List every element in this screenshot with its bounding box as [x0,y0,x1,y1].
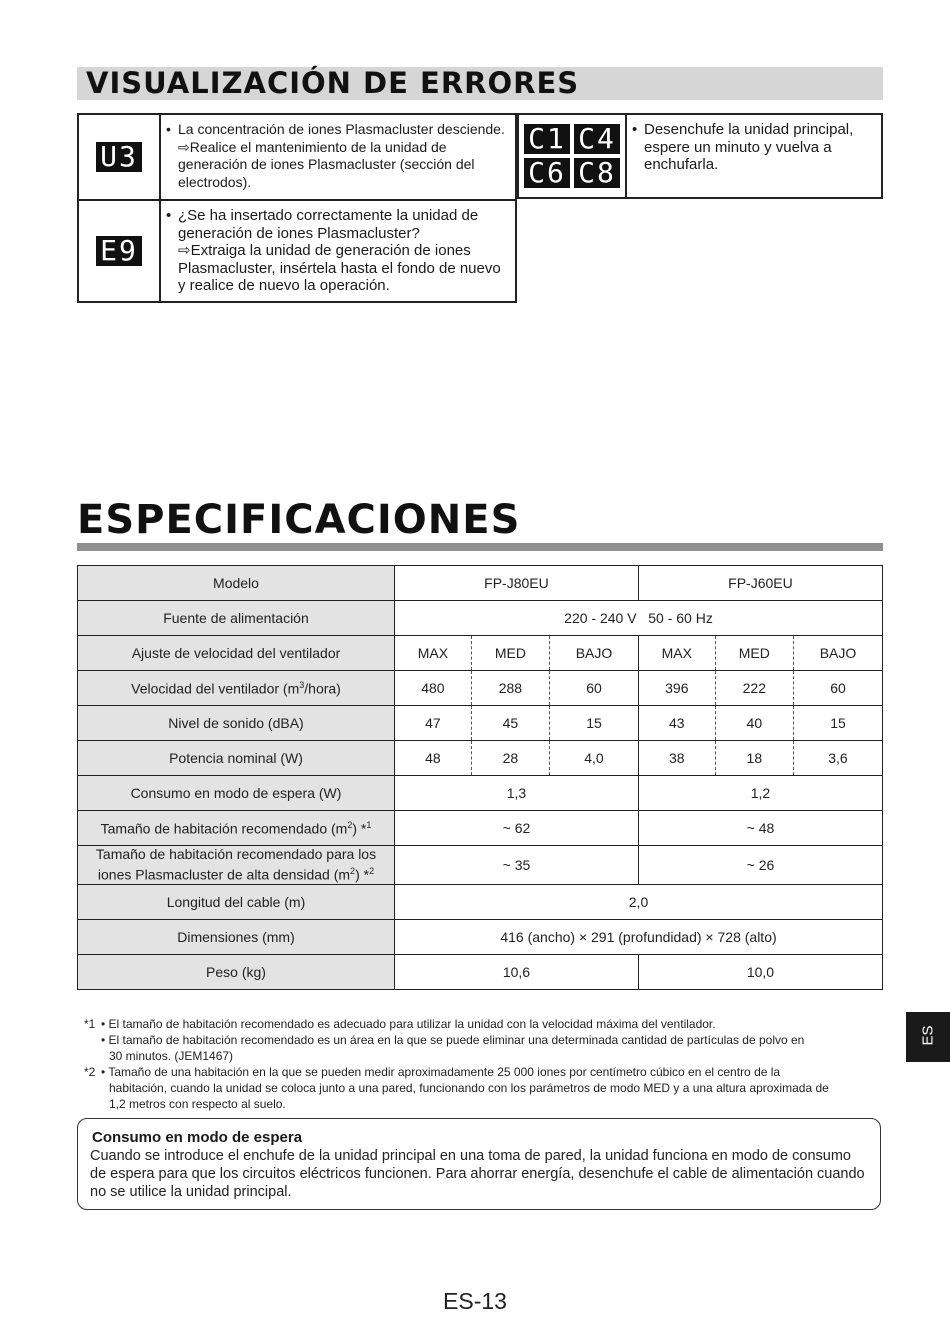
specs-title-underline [77,543,883,551]
cell-value: 220 - 240 V 50 - 60 Hz [395,601,883,636]
errors-title: VISUALIZACIÓN DE ERRORES [86,66,580,100]
cell-value: 43 [638,706,715,741]
error-code-cell [78,200,160,302]
cell-value: BAJO [550,636,639,671]
cell-value: 40 [715,706,793,741]
cell-value: MAX [395,636,472,671]
error-code-display: E9 [96,236,142,266]
table-row [78,706,883,741]
cell-value: 45 [471,706,549,741]
error-code-display: C1 [524,124,570,154]
error-code-display: U3 [96,142,142,172]
row-label: Modelo [78,566,395,601]
model-name: FP-J80EU [395,566,639,601]
table-row [78,636,883,671]
cell-value: 4,0 [550,741,639,776]
error-description-cell: • Desenchufe la unidad principal, espere un minuto y vuelva a enchufarla. [626,114,882,198]
cell-value: 396 [638,671,715,706]
cell-value: ~ 35 [395,846,639,885]
row-label: Fuente de alimentación [78,601,395,636]
cell-value: 1,3 [395,776,639,811]
cell-value: 2,0 [395,884,883,919]
row-label: Velocidad del ventilador $(m^3/hora)$ [78,671,395,706]
error-code-display: C4 [574,124,620,154]
error-remedy: Desenchufe la unidad principal, espere un minuto y vuelva a enchufarla. [644,121,854,173]
table-row [78,846,883,885]
cell-value: 60 [793,671,882,706]
error-remedy: ⇨Realice el mantenimiento de la unidad de generación de iones Plasmacluster (sección del electrodos). [178,138,475,190]
table-row [78,954,883,989]
cell-value: 28 [471,741,549,776]
page-number: ES-13 [443,1288,507,1314]
cell-value: MED [715,636,793,671]
row-label: Dimensiones (mm) [78,919,395,954]
footnote-1: *1 • El tamaño de habitación recomendado es adecuado para utilizar la unidad con la velocidad máxima del ventilador. • El tamaño de habitación recomendado es un área en la que se puede eliminar una determinada cantidad de partículas de polvo en 30 minutos. (JEM1467) [84,1017,805,1063]
cell-value: 18 [715,741,793,776]
table-row [78,884,883,919]
cell-value: 480 [395,671,472,706]
cell-value: MED [471,636,549,671]
table-row [78,919,883,954]
cell-value: 38 [638,741,715,776]
cell-value: ~ 26 [638,846,882,885]
cell-value: 1,2 [638,776,882,811]
table-row [78,776,883,811]
row-label: Tamaño de habitación recomendado para los iones Plasmacluster de alta densidad $(m^2)$ *$^2$ [78,846,395,885]
row-label: Nivel de sonido (dBA) [78,706,395,741]
row-label: Peso (kg) [78,954,395,989]
model-name: FP-J60EU [638,566,882,601]
standby-info-body: Cuando se introduce el enchufe de la unidad principal en una toma de pared, la unidad funciona en modo de consumo de espera para que los circuitos eléctricos funcionen. Para ahorrar energía, desenchufe el cable de alimentación cuando no se utilice la unidad principal. [90,1148,865,1200]
cell-value: 10,0 [638,954,882,989]
cell-value: MAX [638,636,715,671]
error-description-cell: • ¿Se ha insertado correctamente la unidad de generación de iones Plasmacluster? ⇨Extraiga la unidad de generación de iones Plasmacluster, insértela hasta el fondo de nuevo y realice de nuevo la operación. [160,200,516,302]
row-label: Longitud del cable (m) [78,884,395,919]
cell-value: ~ 48 [638,811,882,846]
error-cause: La concentración de iones Plasmacluster desciende. [178,121,505,137]
error-remedy: ⇨Extraiga la unidad de generación de iones Plasmacluster, insértela hasta el fondo de nuevo y realice de nuevo la operación. [178,242,501,294]
footnotes [84,1016,884,1112]
cell-value: 10,6 [395,954,639,989]
row-label: Ajuste de velocidad del ventilador [78,636,395,671]
table-row [78,811,883,846]
cell-value: 15 [550,706,639,741]
row-label: Potencia nominal (W) [78,741,395,776]
cell-value: 48 [395,741,472,776]
cell-value: BAJO [793,636,882,671]
cell-value: ~ 62 [395,811,639,846]
cell-value: 416 (ancho) × 291 (profundidad) × 728 (alto) [395,919,883,954]
error-code-display: C8 [574,158,620,188]
error-description-cell: • La concentración de iones Plasmacluster desciende. ⇨Realice el mantenimiento de la unidad de generación de iones Plasmacluster (sección del electrodos). [160,114,516,200]
table-row [78,601,883,636]
footnote-2: *2 • Tamaño de una habitación en la que se pueden medir aproximadamente 25 000 iones por centímetro cúbico en el centro de la habitación, cuando la unidad se coloca junto a una pared, funcionando con los parámetros de modo MED y a una altura aproximada de 1,2 metros con respecto al suelo. [84,1065,829,1111]
standby-info-box [77,1118,881,1210]
errors-table-right [517,113,883,199]
cell-value: 288 [471,671,549,706]
table-row [78,566,883,601]
language-tab [906,1012,950,1062]
cell-value: 15 [793,706,882,741]
error-cause: ¿Se ha insertado correctamente la unidad de generación de iones Plasmacluster? [178,207,479,242]
specs-title: ESPECIFICACIONES [77,497,521,543]
table-row [78,671,883,706]
table-row [78,741,883,776]
error-code-cell [78,114,160,200]
specs-table [77,565,883,990]
cell-value: 60 [550,671,639,706]
cell-value: 47 [395,706,472,741]
row-label: Consumo en modo de espera (W) [78,776,395,811]
errors-table [77,113,517,303]
standby-info-title: Consumo en modo de espera [92,1129,303,1146]
row-label: Tamaño de habitación recomendado $(m^2)$ *$^1$ [78,811,395,846]
cell-value: 3,6 [793,741,882,776]
error-code-display: C6 [524,158,570,188]
error-code-cell [518,114,626,198]
cell-value: 222 [715,671,793,706]
language-tab-label: ES [919,1025,937,1046]
